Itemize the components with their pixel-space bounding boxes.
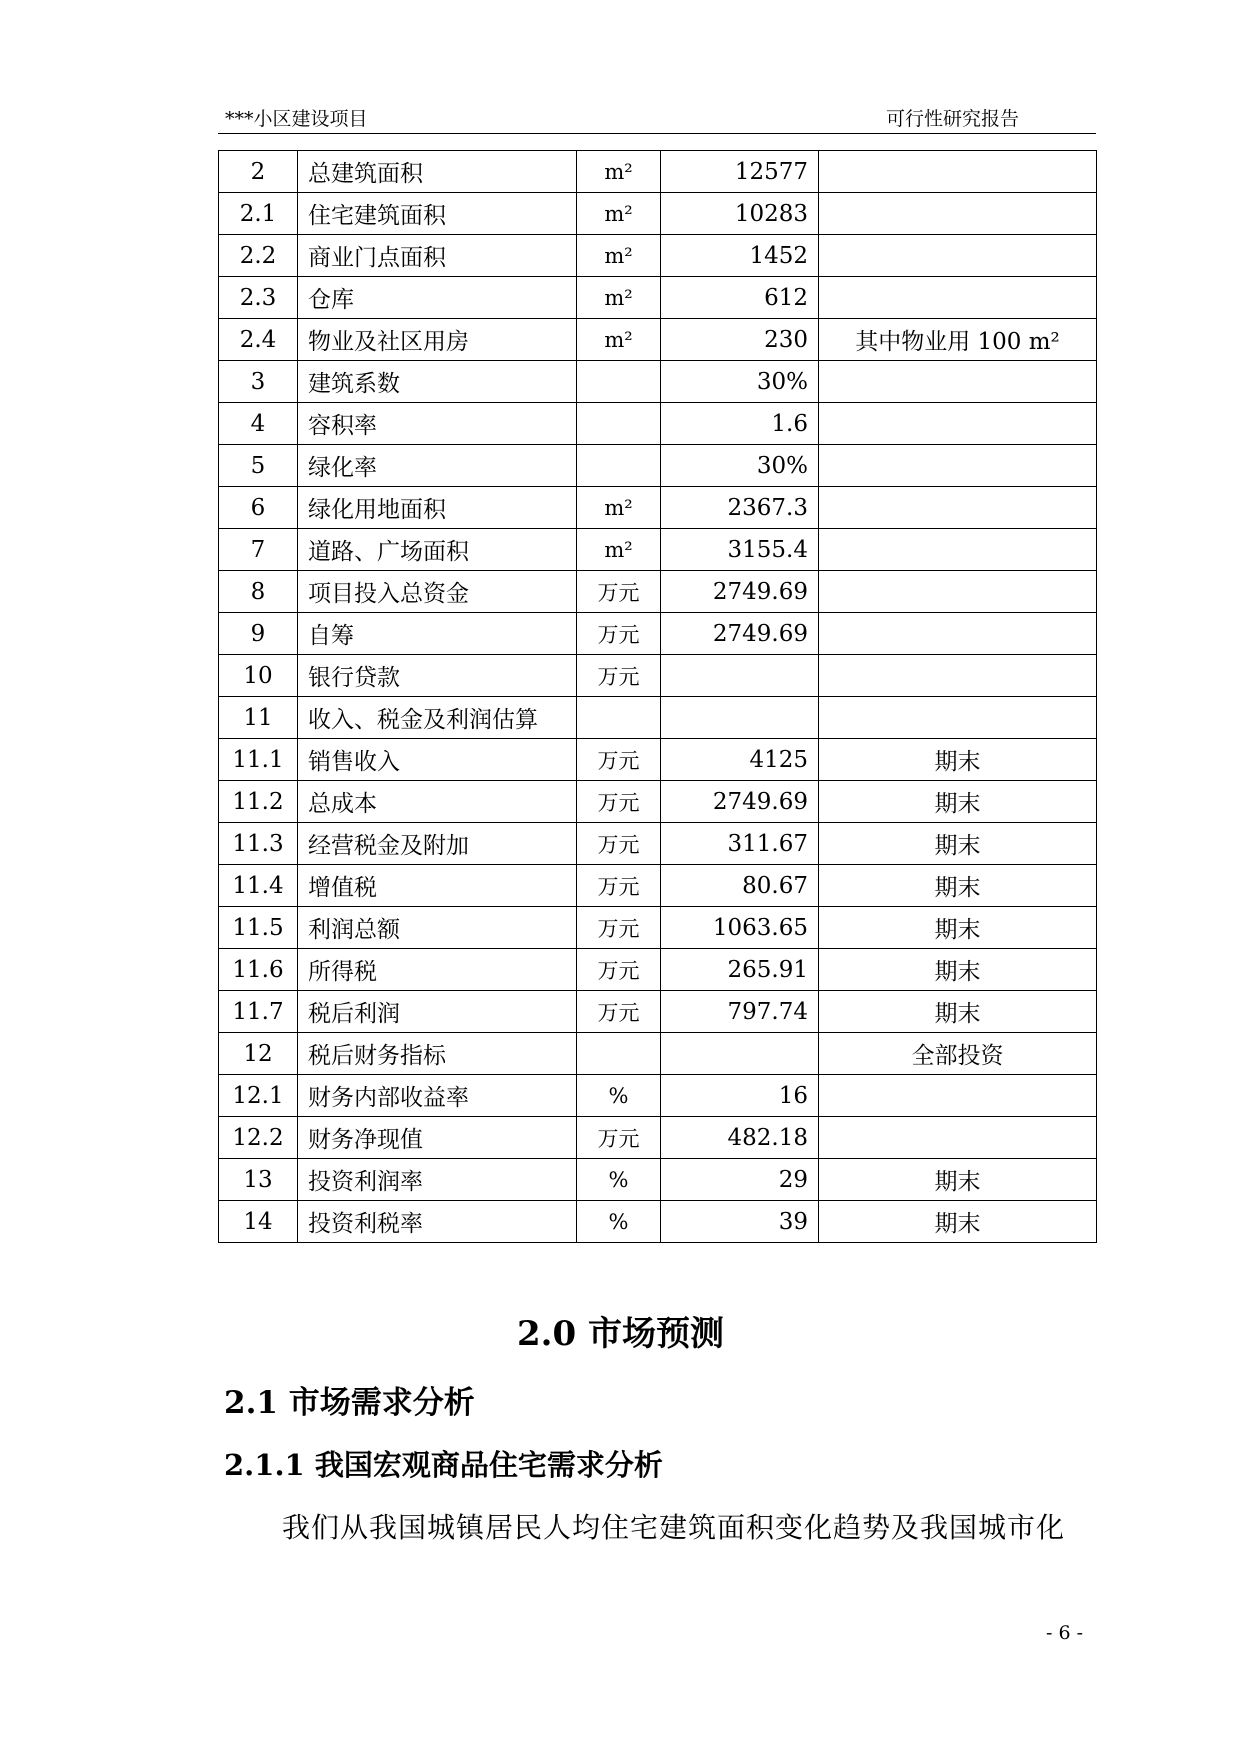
row-number: 11.7 (219, 991, 298, 1033)
row-number: 11.6 (219, 949, 298, 991)
item-unit: 万元 (577, 949, 661, 991)
table-row (219, 1201, 1097, 1243)
table-row (219, 1075, 1097, 1117)
item-unit (577, 1033, 661, 1075)
item-name: 容积率 (298, 403, 577, 445)
item-name: 道路、广场面积 (298, 529, 577, 571)
table-row (219, 655, 1097, 697)
item-unit: 万元 (577, 655, 661, 697)
item-unit: 万元 (577, 613, 661, 655)
table-row (219, 445, 1097, 487)
row-number: 11.5 (219, 907, 298, 949)
table-row (219, 907, 1097, 949)
item-value: 30% (661, 361, 819, 403)
item-name: 投资利润率 (298, 1159, 577, 1201)
item-value: 4125 (661, 739, 819, 781)
item-unit: 万元 (577, 991, 661, 1033)
item-name: 自筹 (298, 613, 577, 655)
row-number: 2.3 (219, 277, 298, 319)
item-value: 482.18 (661, 1117, 819, 1159)
row-number: 13 (219, 1159, 298, 1201)
row-number: 12 (219, 1033, 298, 1075)
item-name: 项目投入总资金 (298, 571, 577, 613)
item-value: 1.6 (661, 403, 819, 445)
page-number: - 6 - (1045, 1622, 1083, 1644)
item-value: 1063.65 (661, 907, 819, 949)
row-number: 11.4 (219, 865, 298, 907)
item-name: 投资利税率 (298, 1201, 577, 1243)
item-unit (577, 445, 661, 487)
item-unit: 万元 (577, 907, 661, 949)
item-name: 建筑系数 (298, 361, 577, 403)
table-row (219, 823, 1097, 865)
item-note: 期末 (819, 781, 1097, 823)
item-value: 10283 (661, 193, 819, 235)
table-row (219, 697, 1097, 739)
row-number: 11.1 (219, 739, 298, 781)
item-note (819, 571, 1097, 613)
item-value: 2749.69 (661, 781, 819, 823)
item-note (819, 1075, 1097, 1117)
row-number: 12.2 (219, 1117, 298, 1159)
item-note: 其中物业用 100 m² (819, 319, 1097, 361)
table-row (219, 1033, 1097, 1075)
item-unit: m² (577, 319, 661, 361)
row-number: 10 (219, 655, 298, 697)
item-value: 2749.69 (661, 613, 819, 655)
item-value: 39 (661, 1201, 819, 1243)
table-row (219, 235, 1097, 277)
table-row (219, 613, 1097, 655)
row-number: 12.1 (219, 1075, 298, 1117)
item-note (819, 487, 1097, 529)
item-note (819, 151, 1097, 193)
item-note (819, 655, 1097, 697)
item-name: 收入、税金及利润估算 (298, 697, 577, 739)
table-row (219, 991, 1097, 1033)
item-value: 612 (661, 277, 819, 319)
item-note (819, 235, 1097, 277)
header-report-title: 可行性研究报告 (885, 108, 1019, 130)
item-value: 29 (661, 1159, 819, 1201)
row-number: 11 (219, 697, 298, 739)
item-unit: 万元 (577, 823, 661, 865)
item-name: 财务内部收益率 (298, 1075, 577, 1117)
table-row (219, 151, 1097, 193)
table-row (219, 361, 1097, 403)
table-row (219, 781, 1097, 823)
item-name: 商业门点面积 (298, 235, 577, 277)
item-note (819, 361, 1097, 403)
item-name: 总建筑面积 (298, 151, 577, 193)
table-row (219, 1159, 1097, 1201)
row-number: 2.2 (219, 235, 298, 277)
item-unit: m² (577, 151, 661, 193)
item-unit: m² (577, 193, 661, 235)
item-note (819, 277, 1097, 319)
item-value: 1452 (661, 235, 819, 277)
row-number: 11.2 (219, 781, 298, 823)
item-value: 2367.3 (661, 487, 819, 529)
item-unit: m² (577, 529, 661, 571)
row-number: 4 (219, 403, 298, 445)
item-note: 期末 (819, 823, 1097, 865)
item-value: 30% (661, 445, 819, 487)
item-unit: 万元 (577, 865, 661, 907)
row-number: 14 (219, 1201, 298, 1243)
item-unit: 万元 (577, 1117, 661, 1159)
row-number: 3 (219, 361, 298, 403)
item-name: 仓库 (298, 277, 577, 319)
row-number: 8 (219, 571, 298, 613)
item-note (819, 529, 1097, 571)
item-value (661, 1033, 819, 1075)
item-value: 3155.4 (661, 529, 819, 571)
row-number: 5 (219, 445, 298, 487)
item-note (819, 613, 1097, 655)
table-row (219, 277, 1097, 319)
item-value (661, 697, 819, 739)
table-row (219, 487, 1097, 529)
table-row (219, 193, 1097, 235)
row-number: 2 (219, 151, 298, 193)
table-body (219, 151, 1097, 1243)
table-row (219, 571, 1097, 613)
item-note (819, 403, 1097, 445)
item-unit: 万元 (577, 781, 661, 823)
item-value: 2749.69 (661, 571, 819, 613)
header-rule (218, 133, 1096, 134)
item-name: 所得税 (298, 949, 577, 991)
item-note: 期末 (819, 865, 1097, 907)
item-name: 销售收入 (298, 739, 577, 781)
row-number: 11.3 (219, 823, 298, 865)
item-note: 全部投资 (819, 1033, 1097, 1075)
table-row (219, 319, 1097, 361)
item-unit: m² (577, 487, 661, 529)
item-value: 12577 (661, 151, 819, 193)
item-value: 265.91 (661, 949, 819, 991)
item-unit: m² (577, 277, 661, 319)
item-note: 期末 (819, 1159, 1097, 1201)
item-unit: % (577, 1159, 661, 1201)
item-note: 期末 (819, 991, 1097, 1033)
row-number: 6 (219, 487, 298, 529)
item-name: 增值税 (298, 865, 577, 907)
item-note (819, 1117, 1097, 1159)
row-number: 2.4 (219, 319, 298, 361)
item-unit (577, 361, 661, 403)
item-note: 期末 (819, 949, 1097, 991)
item-name: 银行贷款 (298, 655, 577, 697)
table-row (219, 529, 1097, 571)
item-name: 财务净现值 (298, 1117, 577, 1159)
item-name: 总成本 (298, 781, 577, 823)
item-note: 期末 (819, 907, 1097, 949)
item-note (819, 697, 1097, 739)
item-note: 期末 (819, 1201, 1097, 1243)
table-row (219, 403, 1097, 445)
item-value: 797.74 (661, 991, 819, 1033)
item-unit: 万元 (577, 571, 661, 613)
row-number: 7 (219, 529, 298, 571)
project-indicators-table (218, 150, 1097, 1243)
item-unit (577, 697, 661, 739)
row-number: 2.1 (219, 193, 298, 235)
section-title: 2.0 市场预测 (517, 1314, 724, 1354)
table-row (219, 739, 1097, 781)
subsection-heading: 2.1 市场需求分析 (224, 1385, 475, 1421)
item-unit: % (577, 1075, 661, 1117)
item-name: 物业及社区用房 (298, 319, 577, 361)
item-unit: m² (577, 235, 661, 277)
item-unit: % (577, 1201, 661, 1243)
item-name: 绿化用地面积 (298, 487, 577, 529)
subsubsection-heading: 2.1.1 我国宏观商品住宅需求分析 (224, 1448, 663, 1482)
item-name: 利润总额 (298, 907, 577, 949)
table-row (219, 865, 1097, 907)
item-value: 230 (661, 319, 819, 361)
item-unit: 万元 (577, 739, 661, 781)
row-number: 9 (219, 613, 298, 655)
item-note (819, 445, 1097, 487)
body-paragraph: 我们从我国城镇居民人均住宅建筑面积变化趋势及我国城市化 (282, 1511, 1066, 1544)
item-note: 期末 (819, 739, 1097, 781)
header-project-title: ***小区建设项目 (225, 108, 368, 130)
item-value (661, 655, 819, 697)
item-name: 绿化率 (298, 445, 577, 487)
item-unit (577, 403, 661, 445)
table-row (219, 1117, 1097, 1159)
item-note (819, 193, 1097, 235)
item-name: 住宅建筑面积 (298, 193, 577, 235)
item-name: 经营税金及附加 (298, 823, 577, 865)
item-value: 16 (661, 1075, 819, 1117)
item-value: 80.67 (661, 865, 819, 907)
item-name: 税后财务指标 (298, 1033, 577, 1075)
table-row (219, 949, 1097, 991)
item-value: 311.67 (661, 823, 819, 865)
item-name: 税后利润 (298, 991, 577, 1033)
